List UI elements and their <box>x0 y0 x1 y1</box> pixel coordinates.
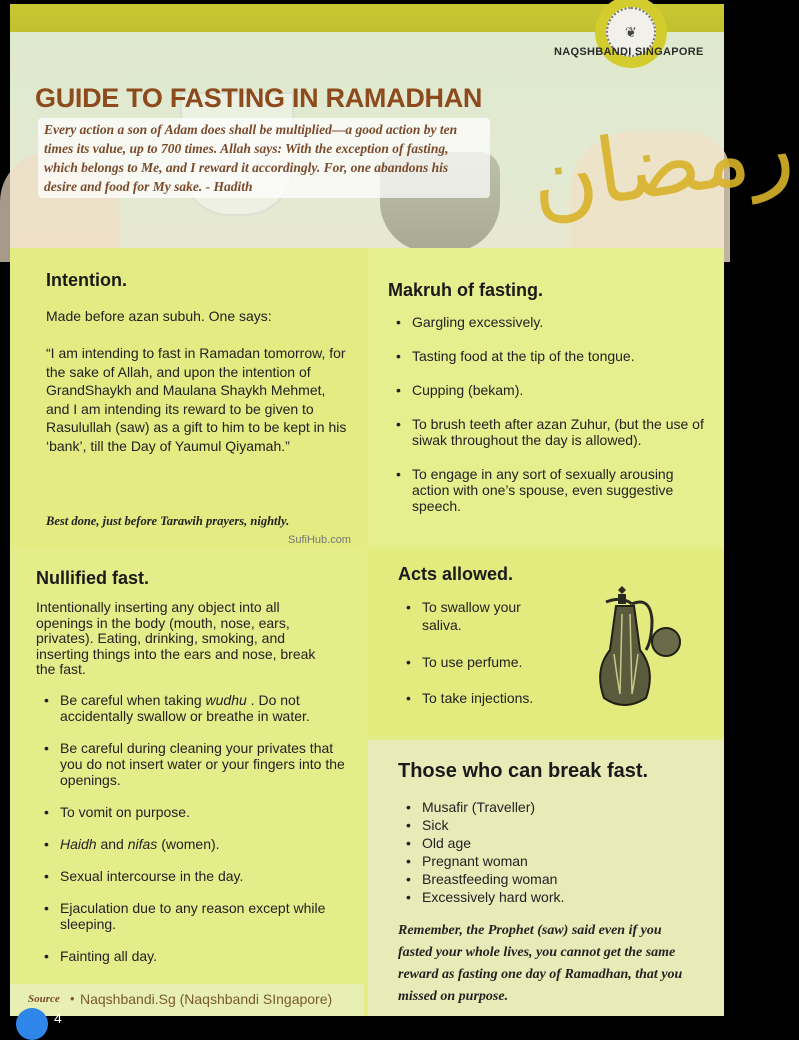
ramadan-calligraphy-icon: رمضان <box>523 94 799 235</box>
acts-allowed-item: • To take injections. <box>404 690 554 706</box>
break-fast-panel <box>368 740 724 1016</box>
makruh-panel <box>368 248 724 546</box>
nullified-panel <box>10 550 364 984</box>
nifas-term: nifas <box>127 836 158 852</box>
acts-allowed-panel <box>368 550 724 736</box>
break-fast-item: • Breastfeeding woman <box>404 870 704 888</box>
nullified-heading: Nullified fast. <box>36 568 150 588</box>
item-text: Be careful when taking <box>60 692 206 708</box>
break-fast-reminder: Remember, the Prophet (saw) said even if you fasted your whole lives, you cannot get the same reward as fasting one day of Ramadhan, that you missed on purpose. <box>398 923 683 1004</box>
sufihub-credit: SufiHub.com <box>288 534 351 546</box>
wudhu-term: wudhu <box>205 692 247 708</box>
intention-note: Best done, just before Tarawih prayers, nightly. <box>46 514 290 528</box>
acts-allowed-heading: Acts allowed. <box>398 564 514 584</box>
break-fast-item: • Sick <box>404 816 704 834</box>
acts-allowed-item: • To use perfume. <box>404 654 554 670</box>
like-count: 4 <box>54 1010 62 1026</box>
poster <box>10 4 799 1016</box>
acts-allowed-list <box>404 598 554 706</box>
makruh-item: • Cupping (bekam). <box>394 382 714 398</box>
source-separator: • <box>70 991 75 1006</box>
nullified-item <box>42 692 357 724</box>
thumbs-up-icon[interactable] <box>16 1008 48 1040</box>
break-fast-item: • Pregnant woman <box>404 852 704 870</box>
nullified-item: • To vomit on purpose. <box>42 804 357 820</box>
nullified-item: • Sexual intercourse in the day. <box>42 868 357 884</box>
nullified-intro: Intentionally inserting any object into all openings in the body (mouth, nose, ears, privates). Eating, drinking, smoking, and inserting things into the ears and nose, break the fast. <box>36 599 316 677</box>
intention-heading: Intention. <box>46 270 127 290</box>
source-bar <box>10 984 364 1016</box>
break-fast-item: • Musafir (Traveller) <box>404 798 704 816</box>
brand-name: NAQSHBANDI SINGAPORE <box>554 46 704 58</box>
break-fast-list <box>404 798 704 906</box>
perfume-bottle-icon <box>596 584 686 710</box>
nullified-item <box>42 836 357 852</box>
item-text: . Do not accidentally swallow or breathe in water. <box>60 692 310 724</box>
makruh-heading: Makruh of fasting. <box>388 280 544 300</box>
acts-allowed-item: • To swallow your saliva. <box>404 598 554 634</box>
haidh-term: Haidh <box>60 836 97 852</box>
makruh-item: • Tasting food at the tip of the tongue. <box>394 348 714 364</box>
source-text: Naqshbandi.Sg (Naqshbandi SIngapore) <box>80 991 333 1007</box>
page-title: GUIDE TO FASTING IN RAMADHAN <box>35 83 483 113</box>
intention-panel <box>10 248 364 546</box>
makruh-list <box>394 314 714 514</box>
nullified-item: • Be careful during cleaning your privates that you do not insert water or your fingers into the openings. <box>42 740 357 788</box>
intention-intro: Made before azan subuh. One says: <box>46 308 272 324</box>
nullified-item: • Ejaculation due to any reason except while sleeping. <box>42 900 357 932</box>
makruh-item: • Gargling excessively. <box>394 314 714 330</box>
break-fast-item: • Excessively hard work. <box>404 888 704 906</box>
makruh-item: • To brush teeth after azan Zuhur, (but the use of siwak throughout the day is allowed). <box>394 416 714 448</box>
break-fast-heading: Those who can break fast. <box>398 760 649 782</box>
break-fast-item: • Old age <box>404 834 704 852</box>
intention-quote: “I am intending to fast in Ramadan tomorrow, for the sake of Allah, and upon the intention of GrandShaykh and Maulana Shaykh Mehmet, and I am intending its reward to be given to Rasulullah (saw) as a gift to him to be kept in his ‘bank’, till the Day of Yaumul Qiyamah.” <box>46 345 347 454</box>
nullified-list <box>42 692 357 964</box>
hadith-quote: Every action a son of Adam does shall be multiplied—a good action by ten times its value, up to 700 times. Allah says: With the exception of fasting, which belongs to Me, and I reward it accordingly. For, one abandons his desire and food for My sake. - Hadith <box>38 118 490 198</box>
makruh-item: • To engage in any sort of sexually arousing action with one’s spouse, even suggestive speech. <box>394 466 714 514</box>
item-text: (women). <box>157 836 220 852</box>
source-label: Source <box>28 993 60 1005</box>
seal-icon: ❦ <box>606 7 656 57</box>
footer-strip <box>0 1016 728 1023</box>
nullified-item: • Fainting all day. <box>42 948 357 964</box>
item-text: and <box>96 836 128 852</box>
